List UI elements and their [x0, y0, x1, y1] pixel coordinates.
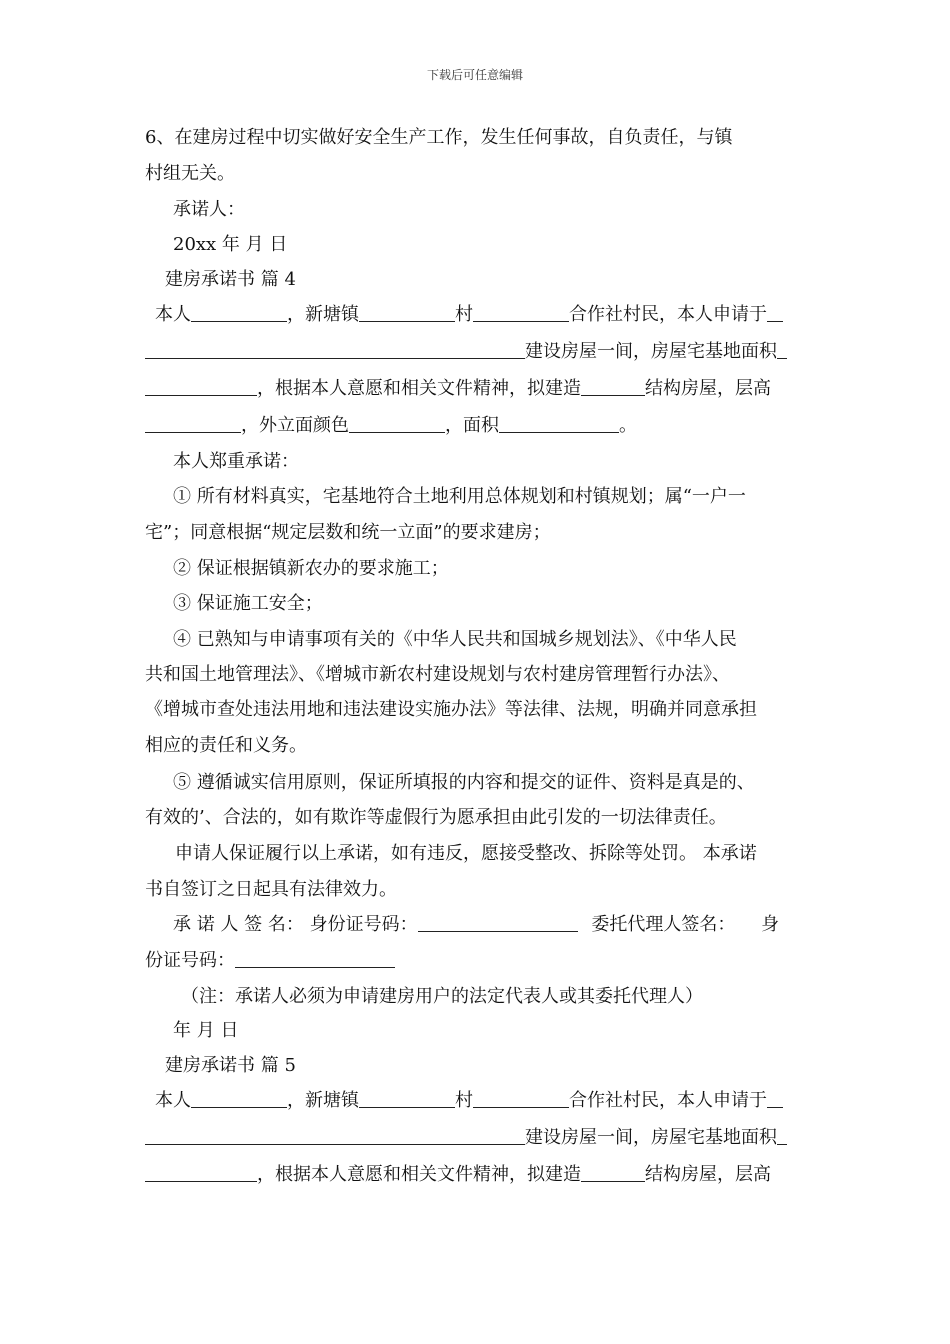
form5-line-3	[145, 1163, 807, 1187]
solemn-promise: 本人郑重承诺：	[173, 451, 299, 472]
guarantee-line-2: 书自签订之日起具有法律效力。	[145, 879, 397, 900]
form5-line-2	[145, 1126, 807, 1150]
item-4-line-4: 相应的责任和义务。	[145, 735, 307, 756]
item-2: ② 保证根据镇新农办的要求施工；	[173, 558, 449, 579]
section-title-5: 建房承诺书 篇 5	[165, 1055, 296, 1076]
blank-date-start	[767, 303, 783, 322]
pledger-label: 承诺人：	[173, 199, 245, 220]
form5-line-1	[155, 1089, 807, 1113]
form-text: ，新塘镇	[287, 304, 359, 325]
item-4-line-1: ④ 已熟知与申请事项有关的《中华人民共和国城乡规划法》、《中华人民	[173, 629, 737, 650]
blank-date	[145, 1126, 525, 1145]
item-3: ③ 保证施工安全；	[173, 593, 323, 614]
form-text: ，面积	[445, 415, 499, 436]
date-line-2: 年 月 日	[173, 1020, 239, 1041]
form-text: 建设房屋一间，房屋宅基地面积	[525, 1127, 777, 1148]
id-number-label-2: 份证号码：	[145, 950, 235, 971]
form-text: 结构房屋，层高	[645, 1164, 771, 1185]
form-line-3	[145, 377, 807, 401]
form-text: 村	[455, 1090, 473, 1111]
form-line-2	[145, 340, 807, 364]
item-4-line-3: 《增城市查处违法用地和违法建设实施办法》等法律、法规，明确并同意承担	[145, 699, 757, 720]
form-line-4	[145, 414, 807, 438]
blank-structure	[581, 377, 645, 396]
form-text: 结构房屋，层高	[645, 378, 771, 399]
form-text: ，根据本人意愿和相关文件精神，拟建造	[257, 1164, 581, 1185]
item-5-line-1: ⑤ 遵循诚实信用原则，保证所填报的内容和提交的证件、资料是真是的、	[173, 772, 755, 793]
id-number-label: 身份证号码：	[309, 914, 418, 935]
form-text: ，根据本人意愿和相关文件精神，拟建造	[257, 378, 581, 399]
page-header: 下载后可任意编辑	[426, 68, 523, 82]
item-1-line-1: ① 所有材料真实，宅基地符合土地利用总体规划和村镇规划；属“一户一	[173, 486, 746, 507]
note: （注：承诺人必须为申请建房用户的法定代表人或其委托代理人）	[181, 986, 703, 1007]
blank-area-start	[777, 340, 787, 359]
guarantee-line-1: 申请人保证履行以上承诺，如有违反，愿接受整改、拆除等处罚。 本承诺	[175, 843, 757, 864]
signature-line-1	[173, 913, 807, 937]
blank-area-start	[777, 1126, 787, 1145]
item-1-line-2: 宅”；同意根据“规定层数和统一立面”的要求建房；	[145, 522, 551, 543]
signature-label: 承 诺 人 签 名：	[173, 914, 304, 935]
blank-height	[145, 414, 241, 433]
form-text: 本人	[155, 304, 191, 325]
blank-agent-id	[235, 949, 395, 968]
blank-date	[145, 340, 525, 359]
blank-area	[145, 1163, 257, 1182]
section-title-4: 建房承诺书 篇 4	[165, 269, 296, 290]
item-5-line-2: 有效的’、合法的，如有欺诈等虚假行为愿承担由此引发的一切法律责任。	[145, 807, 727, 828]
blank-color	[349, 414, 445, 433]
form-text: ，新塘镇	[287, 1090, 359, 1111]
form-text: ，外立面颜色	[241, 415, 349, 436]
signature-line-2	[145, 949, 807, 973]
blank-cooperative	[473, 303, 569, 322]
agent-signature-label: 委托代理人签名：	[591, 914, 736, 935]
blank-village	[359, 1089, 455, 1108]
blank-date-start	[767, 1089, 783, 1108]
blank-village	[359, 303, 455, 322]
blank-floor-area	[499, 414, 619, 433]
blank-name	[191, 303, 287, 322]
form-text: 合作社村民，本人申请于	[569, 1090, 767, 1111]
blank-name	[191, 1089, 287, 1108]
blank-area	[145, 377, 257, 396]
form-text: 建设房屋一间，房屋宅基地面积	[525, 341, 777, 362]
blank-structure	[581, 1163, 645, 1182]
form-text: 村	[455, 304, 473, 325]
form-text: 合作社村民，本人申请于	[569, 304, 767, 325]
form-text: 本人	[155, 1090, 191, 1111]
date-line: 20xx 年 月 日	[173, 234, 288, 255]
form-line-1	[155, 303, 807, 327]
paragraph-6-line-2: 村组无关。	[145, 163, 235, 184]
form-text: 。	[619, 415, 637, 436]
item-4-line-2: 共和国土地管理法》、《增城市新农村建设规划与农村建房管理暂行办法》、	[145, 664, 730, 685]
blank-id-number	[418, 913, 578, 932]
blank-cooperative	[473, 1089, 569, 1108]
form-text: 身	[761, 914, 780, 935]
paragraph-6-line-1: 6、在建房过程中切实做好安全生产工作，发生任何事故，自负责任，与镇	[145, 127, 733, 148]
